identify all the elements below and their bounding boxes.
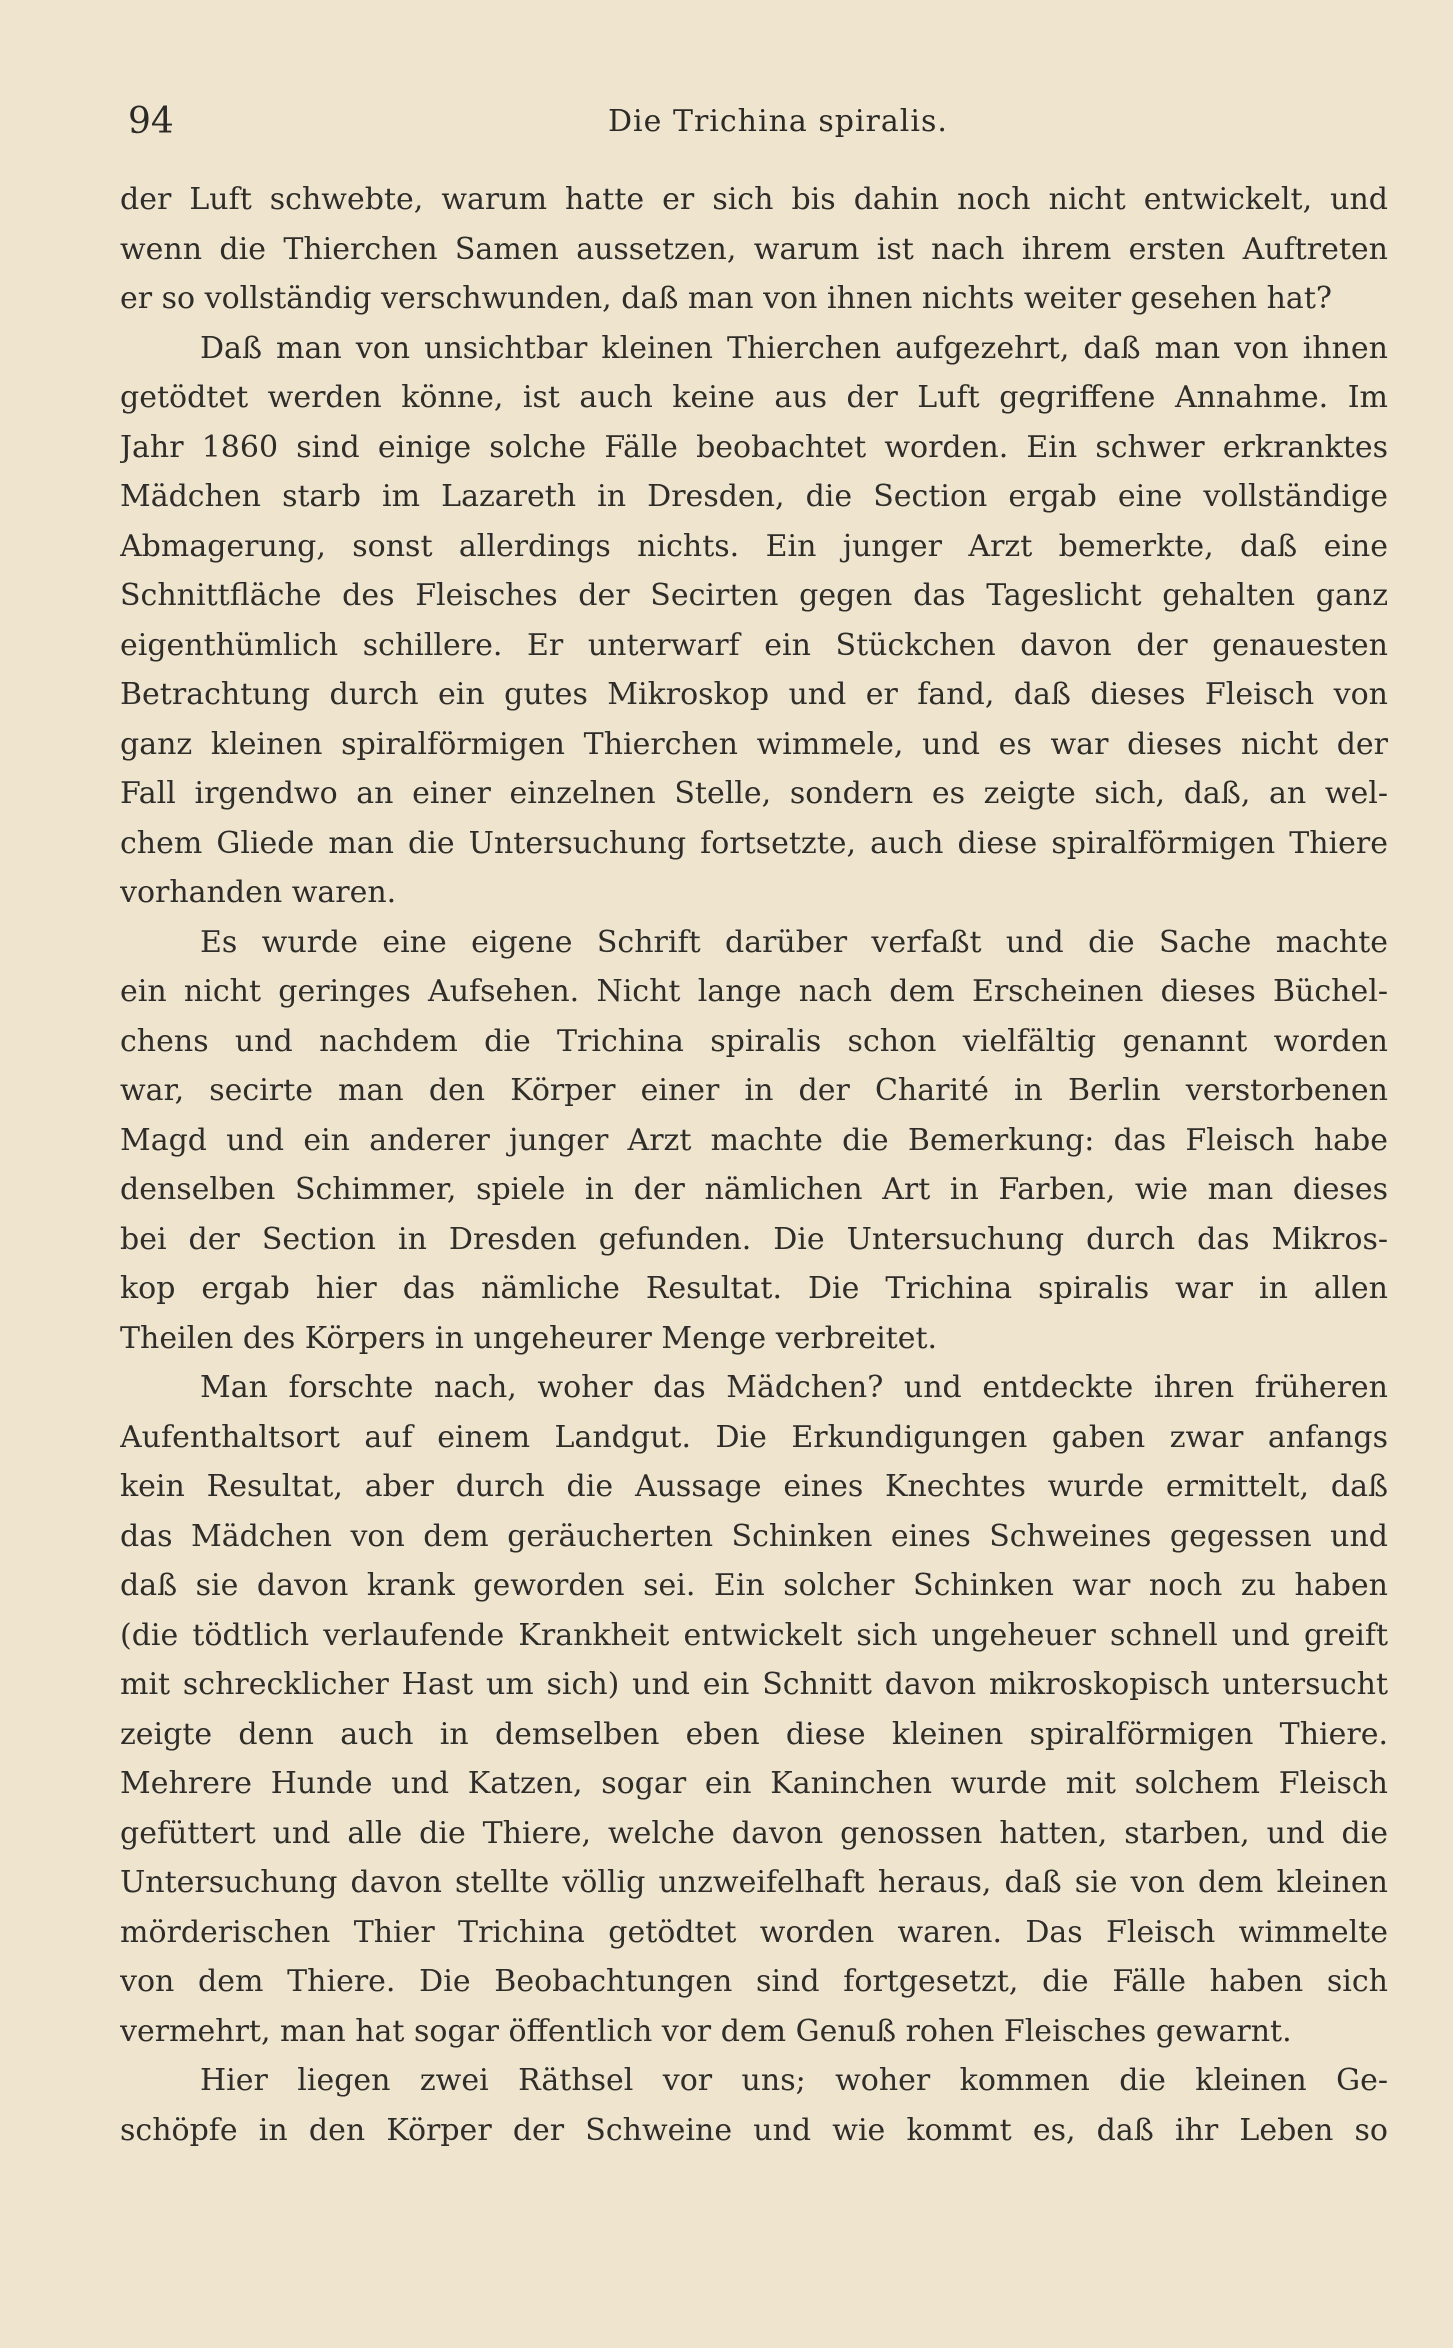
text-line: vorhanden waren.: [120, 875, 397, 910]
page-header: [128, 92, 1388, 152]
text-line: Jahr 1860 sind einige solche Fälle beobachtet worden. Ein schwer erkranktes: [120, 429, 1388, 465]
text-line: Betrachtung durch ein gutes Mikroskop und er fand, daß dieses Fleisch von: [120, 677, 1388, 712]
text-line: er so vollständig verschwunden, daß man von ihnen nichts weiter gesehen hat?: [120, 281, 1332, 316]
text-line: das Mädchen von dem geräucherten Schinken eines Schweines gegessen und: [120, 1518, 1388, 1554]
text-line: denselben Schimmer, spiele in der nämlichen Art in Farben, wie man dieses: [120, 1172, 1388, 1207]
text-line: wenn die Thierchen Samen aussetzen, warum ist nach ihrem ersten Auftreten: [120, 231, 1388, 267]
text-line: Untersuchung davon stellte völlig unzweifelhaft heraus, daß sie von dem kleinen: [120, 1865, 1388, 1900]
text-line: mörderischen Thier Trichina getödtet worden waren. Das Fleisch wimmelte: [120, 1914, 1388, 1950]
text-line: Magd und ein anderer junger Arzt machte die Bemerkung: das Fleisch habe: [120, 1122, 1388, 1158]
text-line: Theilen des Körpers in ungeheurer Menge verbreitet.: [120, 1320, 938, 1356]
text-line: gefüttert und alle die Thiere, welche davon genossen hatten, starben, und die: [120, 1815, 1388, 1851]
text-line: Mädchen starb im Lazareth in Dresden, die Section ergab eine vollständige: [120, 479, 1388, 514]
text-line: ganz kleinen spiralförmigen Thierchen wimmele, und es war dieses nicht der: [120, 726, 1388, 762]
text-line: getödtet werden könne, ist auch keine aus der Luft gegriffene Annahme. Im: [120, 380, 1388, 415]
text-line: chem Gliede man die Untersuchung fortsetzte, auch diese spiralförmigen Thiere: [120, 825, 1388, 861]
text-line: Hier liegen zwei Räthsel vor uns; woher kommen die kleinen Ge-: [200, 2063, 1388, 2098]
text-line: der Luft schwebte, warum hatte er sich bis dahin noch nicht entwickelt, und: [120, 182, 1388, 217]
text-line: (die tödtlich verlaufende Krankheit entwickelt sich ungeheuer schnell und greift: [120, 1617, 1388, 1653]
text-line: schöpfe in den Körper der Schweine und wie kommt es, daß ihr Leben so: [120, 2112, 1388, 2148]
text-line: Man forschte nach, woher das Mädchen? und entdeckte ihren früheren: [200, 1370, 1388, 1405]
text-line: von dem Thiere. Die Beobachtungen sind fortgesetzt, die Fälle haben sich: [120, 1964, 1388, 1999]
page-number: 94: [128, 101, 174, 142]
text-line: Aufenthaltsort auf einem Landgut. Die Erkundigungen gaben zwar anfangs: [120, 1419, 1388, 1455]
running-title: Die Trichina spiralis.: [608, 104, 948, 139]
text-line: kop ergab hier das nämliche Resultat. Die Trichina spiralis war in allen: [120, 1271, 1388, 1306]
text-line: ein nicht geringes Aufsehen. Nicht lange nach dem Erscheinen dieses Büchel-: [120, 974, 1388, 1009]
text-line: Schnittfläche des Fleisches der Secirten gegen das Tageslicht gehalten ganz: [120, 578, 1388, 613]
text-line: Abmagerung, sonst allerdings nichts. Ein junger Arzt bemerkte, daß eine: [120, 528, 1388, 564]
text-line: kein Resultat, aber durch die Aussage eines Knechtes wurde ermittelt, daß: [120, 1469, 1388, 1504]
text-line: bei der Section in Dresden gefunden. Die Untersuchung durch das Mikros-: [120, 1221, 1388, 1257]
text-line: Fall irgendwo an einer einzelnen Stelle, sondern es zeigte sich, daß, an wel-: [120, 776, 1388, 811]
text-line: zeigte denn auch in demselben eben diese kleinen spiralförmigen Thiere.: [120, 1716, 1388, 1752]
text-line: Es wurde eine eigene Schrift darüber verfaßt und die Sache machte: [200, 924, 1388, 960]
text-line: vermehrt, man hat sogar öffentlich vor dem Genuß rohen Fleisches gewarnt.: [120, 2013, 1292, 2049]
body-text: [120, 175, 1388, 2155]
text-line: daß sie davon krank geworden sei. Ein solcher Schinken war noch zu haben: [120, 1568, 1388, 1603]
text-line: eigenthümlich schillere. Er unterwarf ein Stückchen davon der genauesten: [120, 627, 1388, 663]
text-line: Daß man von unsichtbar kleinen Thierchen aufgezehrt, daß man von ihnen: [200, 330, 1388, 366]
text-line: war, secirte man den Körper einer in der Charité in Berlin verstorbenen: [120, 1073, 1388, 1108]
text-line: chens und nachdem die Trichina spiralis schon vielfältig genannt worden: [120, 1023, 1388, 1059]
text-line: mit schrecklicher Hast um sich) und ein Schnitt davon mikroskopisch untersucht: [120, 1667, 1388, 1702]
text-line: Mehrere Hunde und Katzen, sogar ein Kaninchen wurde mit solchem Fleisch: [120, 1766, 1388, 1801]
